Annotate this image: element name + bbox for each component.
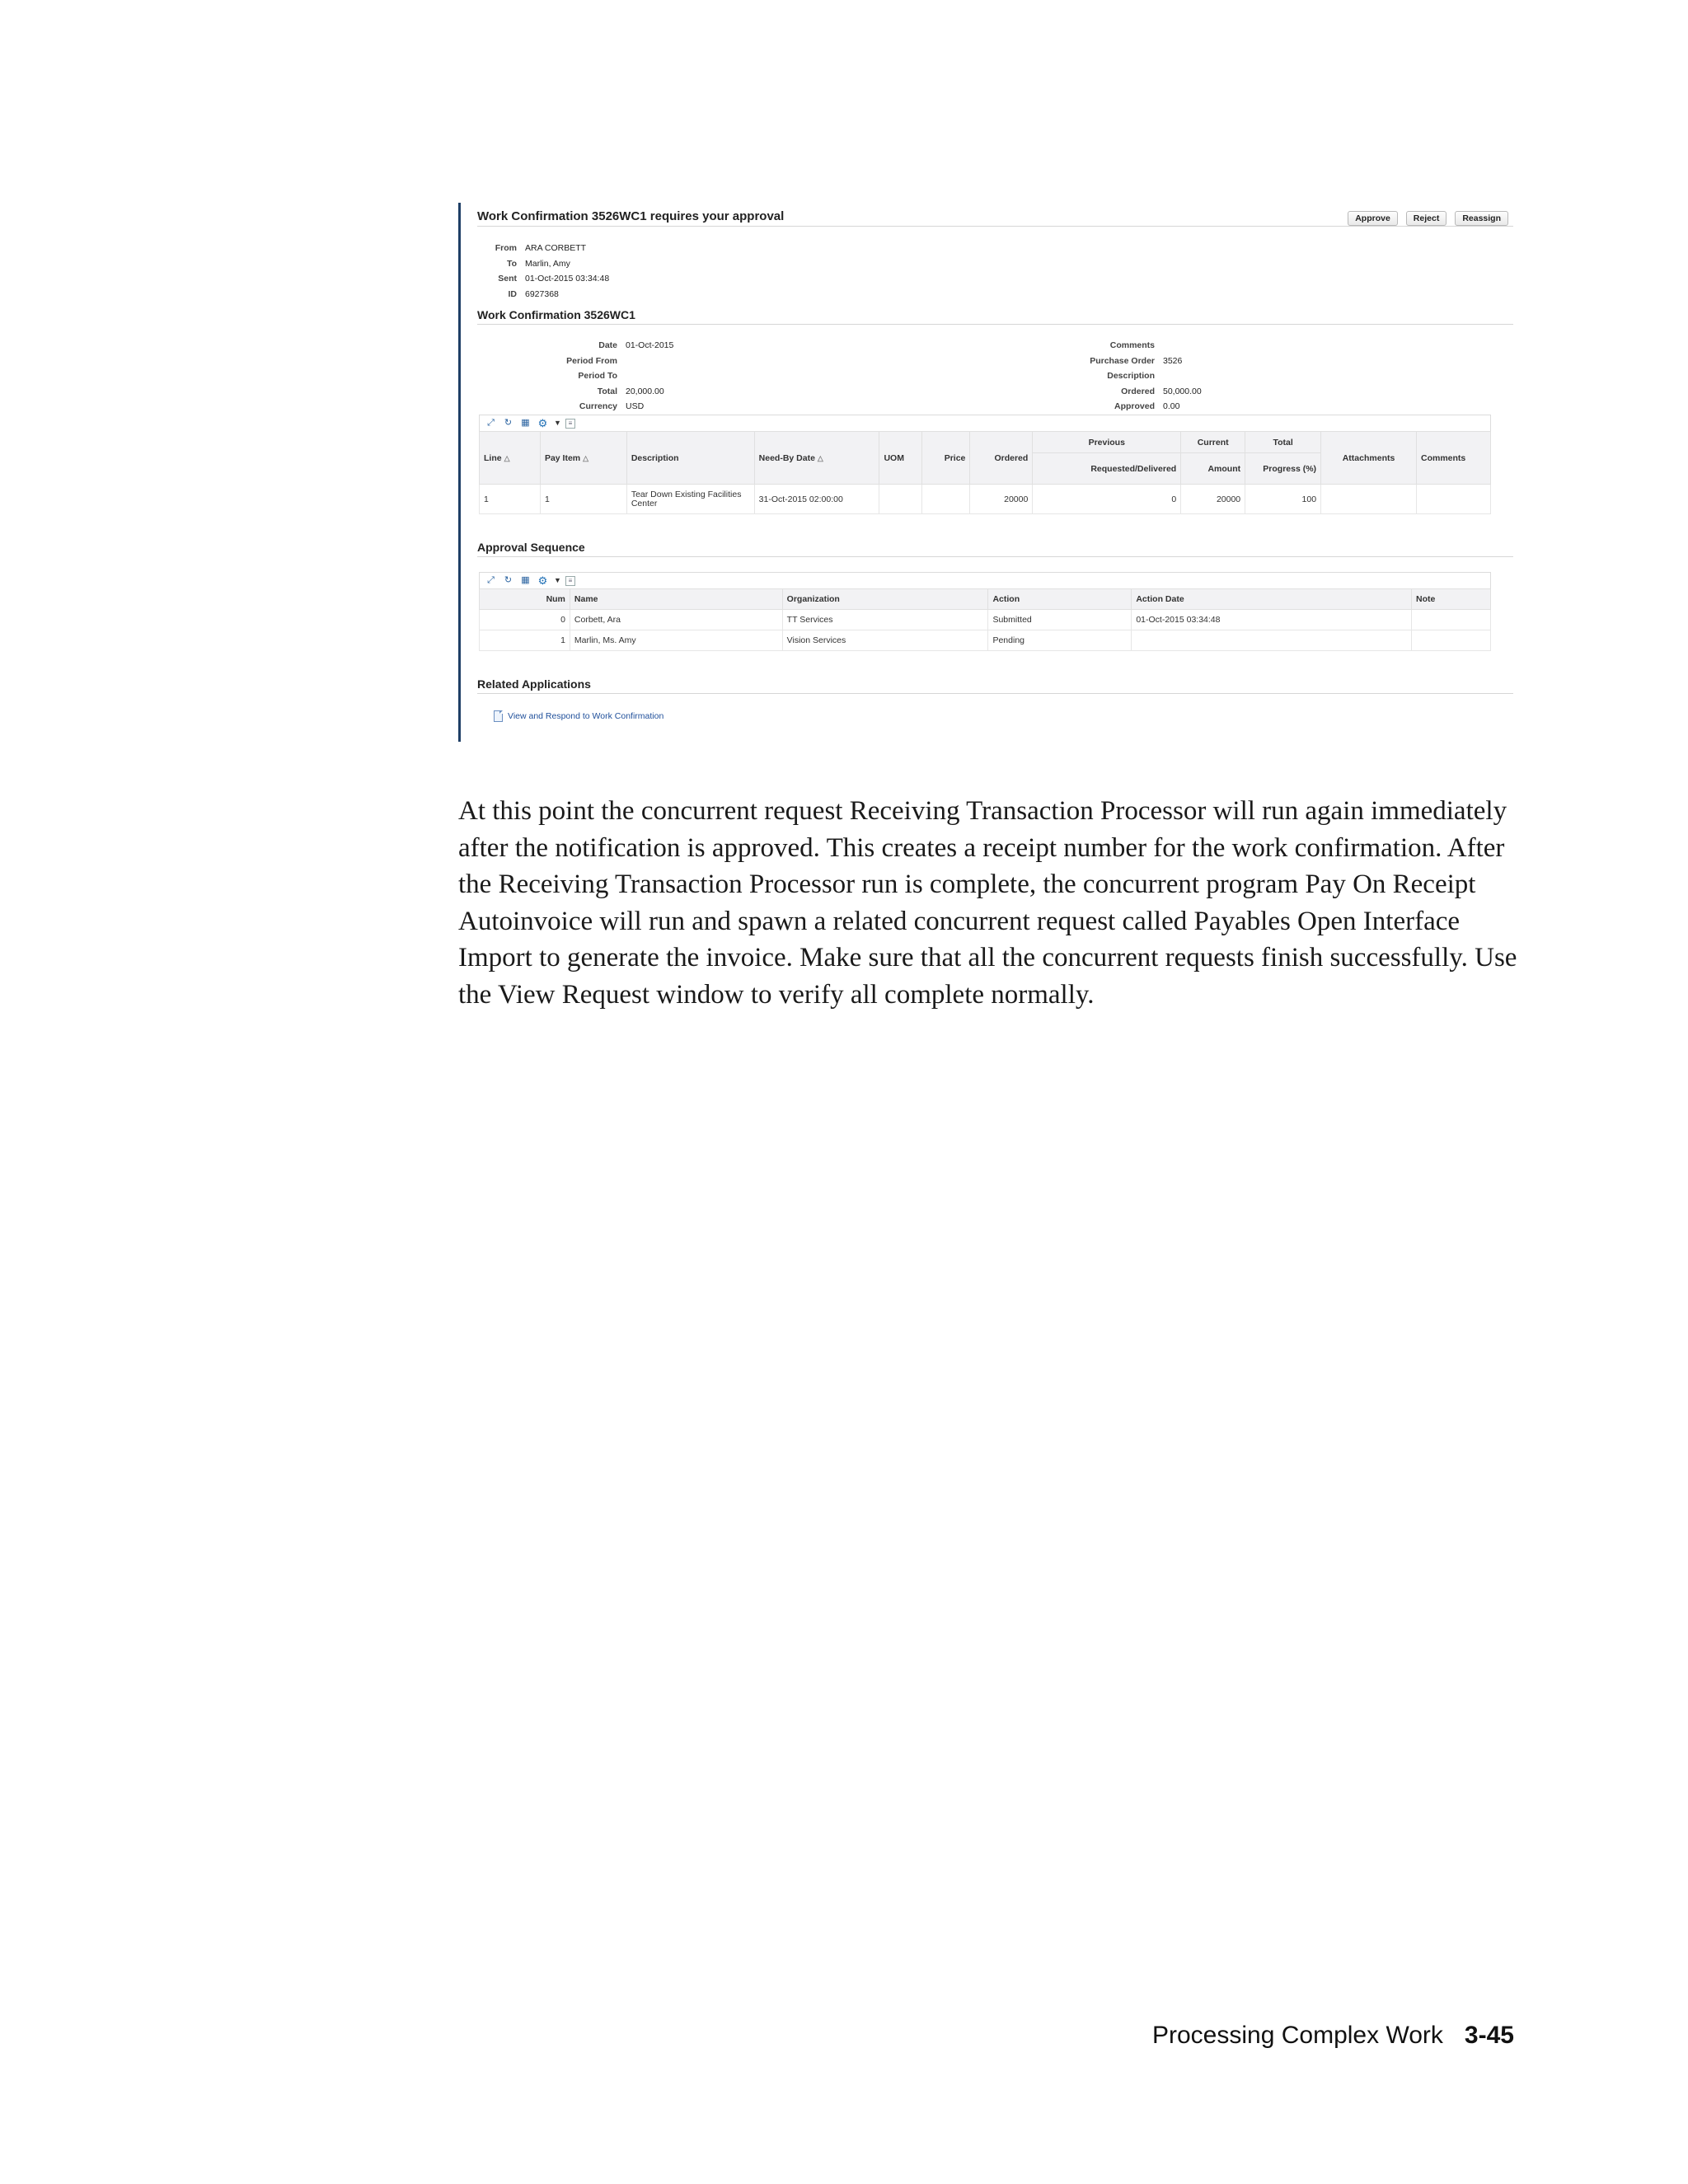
to-value: Marlin, Amy: [525, 258, 570, 269]
period-to-label: Period To: [578, 371, 617, 381]
dropdown-arrow-icon[interactable]: ▼: [554, 419, 561, 427]
col-num: Num: [480, 589, 570, 610]
sent-label: Sent: [498, 274, 517, 284]
view-respond-link-text[interactable]: View and Respond to Work Confirmation: [508, 711, 664, 721]
cell-action-date: 01-Oct-2015 03:34:48: [1132, 610, 1412, 630]
period-from-label: Period From: [566, 355, 617, 366]
description-value: [1155, 368, 1163, 384]
approval-sequence-table: [479, 588, 1491, 651]
cell-num: 0: [480, 610, 570, 630]
col-action-date: Action Date: [1132, 589, 1412, 610]
group-total: Total: [1245, 432, 1321, 453]
cell-amount: 20000: [1181, 485, 1245, 514]
col-attachments: Attachments: [1321, 432, 1417, 485]
group-current: Current: [1181, 432, 1245, 453]
from-value: ARA CORBETT: [525, 243, 587, 253]
footer-section-title: Processing Complex Work: [1152, 2022, 1443, 2049]
approval-sequence-heading: Approval Sequence: [477, 541, 1513, 557]
sent-value: 01-Oct-2015 03:34:48: [525, 274, 610, 284]
cell-attachments: [1321, 485, 1417, 514]
wrap-icon[interactable]: ≡: [565, 419, 575, 429]
sort-icon: △: [817, 453, 823, 462]
col-name: Name: [570, 589, 782, 610]
cell-note: [1412, 610, 1491, 630]
related-applications-heading: Related Applications: [477, 677, 1513, 694]
cell-progress: 100: [1245, 485, 1321, 514]
table-row: [480, 610, 1491, 630]
col-comments: Comments: [1416, 432, 1490, 485]
col-description: Description: [626, 432, 754, 485]
cell-name: Corbett, Ara: [570, 610, 782, 630]
period-from-value: [617, 354, 626, 369]
freeze-icon[interactable]: ▦: [521, 418, 530, 428]
from-label: From: [495, 243, 517, 253]
col-uom: UOM: [879, 432, 922, 485]
body-paragraph: At this point the concurrent request Receiving Transaction Processor will run again immediately after the notification is approved. This creates a receipt number for the work confirmation. After the Receiving Transaction Processor run is complete, the concurrent program Pay On Receipt Autoinvoice will run and spawn a related concurrent request called Payables Open Interface Import to generate the invoice. Make sure that all the concurrent requests finish successfully. Use the View Request window to verify all complete normally.: [458, 796, 1517, 1010]
wrap-icon[interactable]: ≡: [565, 576, 575, 586]
cell-requested-delivered: 0: [1033, 485, 1181, 514]
gear-icon[interactable]: ⚙: [537, 574, 548, 587]
col-note: Note: [1412, 589, 1491, 610]
cell-need-by-date: 31-Oct-2015 02:00:00: [754, 485, 879, 514]
approved-value: 0.00: [1163, 401, 1180, 411]
reassign-button[interactable]: Reassign: [1455, 211, 1508, 226]
col-amount: Amount: [1181, 453, 1245, 485]
col-progress: Progress (%): [1245, 453, 1321, 485]
to-label: To: [506, 258, 517, 269]
cell-action: Submitted: [988, 610, 1132, 630]
total-value: 20,000.00: [626, 386, 664, 396]
col-organization: Organization: [782, 589, 988, 610]
cell-description: Tear Down Existing Facilities Center: [626, 485, 754, 514]
description-label: Description: [1107, 371, 1155, 381]
notification-title: Work Confirmation 3526WC1 requires your approval: [477, 209, 1513, 227]
approved-label: Approved: [1114, 401, 1155, 411]
detach-icon[interactable]: ⤢: [487, 418, 495, 428]
comments-value: [1155, 338, 1163, 354]
id-label: ID: [508, 288, 517, 299]
cell-action-date: [1132, 630, 1412, 651]
action-buttons: [1348, 211, 1508, 226]
total-label: Total: [597, 386, 617, 396]
work-confirmation-lines-table: [479, 431, 1491, 514]
wc-left-fields: [479, 338, 673, 415]
ordered-label: Ordered: [1121, 386, 1155, 396]
document-icon: [494, 710, 503, 722]
detach-icon[interactable]: ⤢: [487, 575, 495, 585]
id-value: 6927368: [525, 288, 559, 299]
cell-organization: Vision Services: [782, 630, 988, 651]
cell-price: [922, 485, 970, 514]
notification-header-fields: [479, 241, 609, 302]
approve-button[interactable]: Approve: [1348, 211, 1398, 226]
purchase-order-value: 3526: [1163, 355, 1183, 366]
work-confirmation-heading: Work Confirmation 3526WC1: [477, 308, 1513, 325]
wc-right-fields: [1056, 338, 1202, 415]
refresh-icon[interactable]: ↻: [504, 575, 513, 585]
date-value: 01-Oct-2015: [626, 340, 674, 350]
cell-num: 1: [480, 630, 570, 651]
col-requested-delivered: Requested/Delivered: [1033, 453, 1181, 485]
table-row: [480, 630, 1491, 651]
purchase-order-label: Purchase Order: [1090, 355, 1155, 366]
freeze-icon[interactable]: ▦: [521, 575, 530, 585]
col-ordered: Ordered: [970, 432, 1033, 485]
cell-name: Marlin, Ms. Amy: [570, 630, 782, 651]
cell-ordered: 20000: [970, 485, 1033, 514]
cell-uom: [879, 485, 922, 514]
comments-label: Comments: [1109, 340, 1155, 350]
currency-value: USD: [626, 401, 645, 411]
cell-pay-item: 1: [540, 485, 626, 514]
reject-button[interactable]: Reject: [1406, 211, 1447, 226]
sort-icon: △: [504, 453, 510, 462]
col-price: Price: [922, 432, 970, 485]
gear-icon[interactable]: ⚙: [537, 417, 548, 429]
cell-organization: TT Services: [782, 610, 988, 630]
refresh-icon[interactable]: ↻: [504, 418, 513, 428]
view-respond-link[interactable]: [494, 710, 663, 722]
ordered-value: 50,000.00: [1163, 386, 1202, 396]
page-footer: [1152, 2022, 1514, 2050]
table-row: [480, 485, 1491, 514]
page-number: 3-45: [1464, 2022, 1514, 2049]
lines-toolbar: [479, 415, 1491, 431]
col-action: Action: [988, 589, 1132, 610]
currency-label: Currency: [579, 401, 617, 411]
date-label: Date: [598, 340, 617, 350]
cell-note: [1412, 630, 1491, 651]
group-previous: Previous: [1033, 432, 1181, 453]
approval-toolbar: [479, 572, 1491, 588]
work-confirmation-screenshot: [458, 203, 1513, 742]
cell-line: 1: [480, 485, 541, 514]
cell-comments: [1416, 485, 1490, 514]
col-need-by-date[interactable]: Need-By Date △: [754, 432, 879, 485]
cell-action: Pending: [988, 630, 1132, 651]
sort-icon: △: [583, 453, 589, 462]
col-line[interactable]: Line △: [480, 432, 541, 485]
period-to-value: [617, 368, 626, 384]
col-pay-item[interactable]: Pay Item △: [540, 432, 626, 485]
dropdown-arrow-icon[interactable]: ▼: [554, 576, 561, 584]
